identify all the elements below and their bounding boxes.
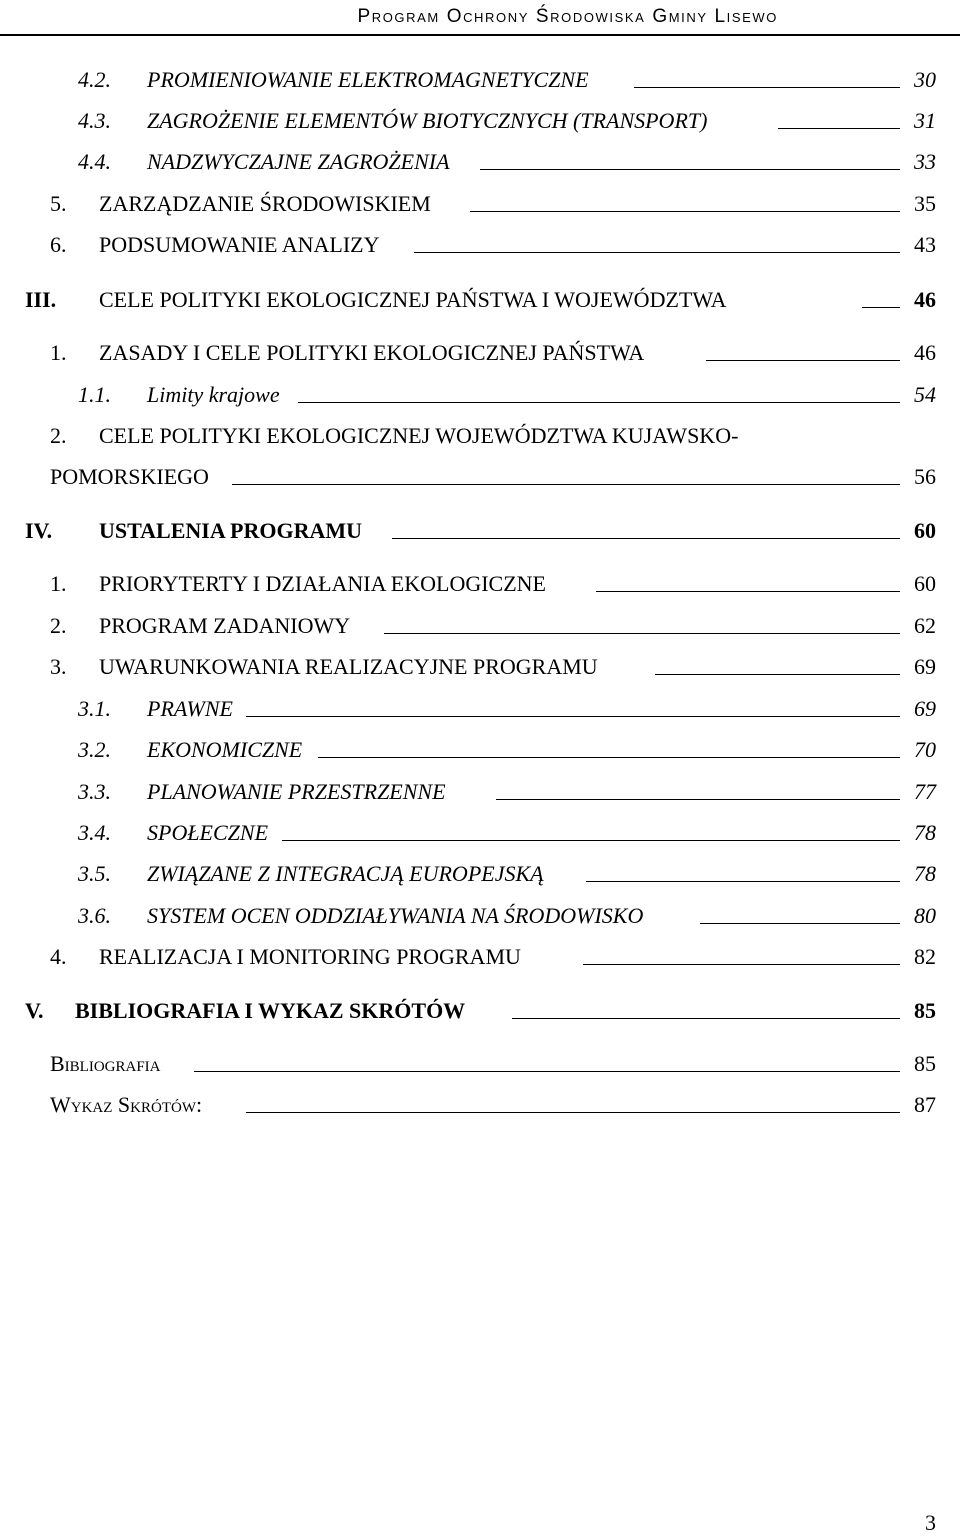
toc-entry[interactable] — [0, 818, 960, 848]
toc-entry-number: 3.5. — [78, 861, 111, 886]
page-number: 3 — [925, 1510, 936, 1535]
toc-leader — [512, 1018, 900, 1019]
toc-entry[interactable] — [0, 189, 960, 219]
toc-entry-label: Bibliografia — [50, 1051, 161, 1076]
toc-entry-page: 85 — [914, 998, 936, 1023]
toc-leader — [496, 799, 900, 800]
toc-entry-label: NADZWYCZAJNE ZAGROŻENIA — [147, 149, 450, 174]
toc-entry[interactable] — [0, 285, 960, 315]
toc-leader — [282, 840, 900, 841]
toc-entry[interactable] — [0, 1090, 960, 1120]
toc-entry-label: POMORSKIEGO — [50, 464, 209, 489]
toc-entry[interactable] — [0, 147, 960, 177]
toc-entry-label: SPOŁECZNE — [147, 820, 269, 845]
toc-leader — [392, 538, 900, 539]
toc-entry[interactable] — [0, 569, 960, 599]
header-rule — [0, 34, 960, 36]
toc-entry-label: ZAGROŻENIE ELEMENTÓW BIOTYCZNYCH (TRANSPORT) — [147, 108, 708, 133]
toc-leader — [634, 87, 900, 88]
toc-entry-label: Limity krajowe — [147, 382, 280, 407]
toc-leader — [298, 402, 900, 403]
toc-entry-number: 4.2. — [78, 67, 111, 92]
toc-entry-page: 46 — [914, 287, 936, 312]
toc-entry-label: PRAWNE — [147, 696, 233, 721]
toc-entry-page: 46 — [914, 340, 936, 365]
toc-entry-page: 54 — [914, 382, 936, 407]
toc-entry[interactable] — [0, 462, 960, 492]
toc-entry-page: 69 — [914, 696, 936, 721]
toc-leader — [655, 674, 900, 675]
toc-entry-number: 3.4. — [78, 820, 111, 845]
toc-entry[interactable] — [0, 380, 960, 410]
toc-entry[interactable] — [0, 652, 960, 682]
toc-entry-label: UWARUNKOWANIA REALIZACYJNE PROGRAMU — [99, 654, 598, 679]
toc-entry[interactable] — [0, 777, 960, 807]
toc-entry-label: CELE POLITYKI EKOLOGICZNEJ PAŃSTWA I WOJEWÓDZTWA — [99, 287, 727, 312]
toc-entry-number: 6. — [50, 232, 67, 257]
toc-entry-page: 31 — [914, 108, 936, 133]
toc-entry[interactable] — [0, 735, 960, 765]
toc-entry-page: 78 — [914, 820, 936, 845]
toc-entry-number: 1. — [50, 340, 67, 365]
toc-entry-page: 35 — [914, 191, 936, 216]
page-header — [0, 0, 960, 36]
toc-leader — [480, 169, 900, 170]
toc-entry-number: 4. — [50, 944, 67, 969]
toc-entry-label: SYSTEM OCEN ODDZIAŁYWANIA NA ŚRODOWISKO — [147, 903, 644, 928]
toc-entry-number: 4.4. — [78, 149, 111, 174]
toc-leader — [706, 360, 900, 361]
toc-entry[interactable] — [0, 1049, 960, 1079]
toc-entry-label: CELE POLITYKI EKOLOGICZNEJ WOJEWÓDZTWA KUJAWSKO- — [99, 423, 739, 448]
toc-entry-page: 78 — [914, 861, 936, 886]
toc-entry[interactable] — [0, 901, 960, 931]
toc-leader — [232, 484, 900, 485]
toc-entry-label: PRIORYTERTY I DZIAŁANIA EKOLOGICZNE — [99, 571, 546, 596]
toc-entry-number: 1. — [50, 571, 67, 596]
toc-entry-label: PROMIENIOWANIE ELEKTROMAGNETYCZNE — [147, 67, 589, 92]
toc-entry[interactable] — [0, 421, 960, 451]
toc-entry-page: 60 — [914, 571, 936, 596]
toc-entry-number: IV. — [25, 518, 53, 543]
toc-entry-number: V. — [25, 998, 44, 1023]
toc-entry-number: III. — [25, 287, 57, 312]
toc-entry[interactable] — [0, 611, 960, 641]
toc-entry-page: 30 — [914, 67, 936, 92]
toc-entry-number: 1.1. — [78, 382, 111, 407]
toc-entry-label: USTALENIA PROGRAMU — [99, 518, 363, 543]
toc-entry-page: 77 — [914, 779, 936, 804]
toc-entry[interactable] — [0, 516, 960, 546]
toc-entry-label: REALIZACJA I MONITORING PROGRAMU — [99, 944, 521, 969]
toc-leader — [318, 757, 900, 758]
toc-entry-number: 4.3. — [78, 108, 111, 133]
toc-entry-label: Wykaz Skrótów: — [50, 1092, 203, 1117]
toc-entry[interactable] — [0, 65, 960, 95]
toc-entry[interactable] — [0, 106, 960, 136]
toc-entry-page: 87 — [914, 1092, 936, 1117]
toc-entry-label: ZARZĄDZANIE ŚRODOWISKIEM — [99, 191, 431, 216]
toc-entry-label: PROGRAM ZADANIOWY — [99, 613, 351, 638]
toc-entry[interactable] — [0, 942, 960, 972]
header-title: Program Ochrony Środowiska Gminy Lisewo — [357, 6, 778, 27]
toc-leader — [470, 211, 900, 212]
toc-leader — [778, 128, 900, 129]
toc-leader — [583, 964, 900, 965]
toc-entry-page: 70 — [914, 737, 936, 762]
toc-leader — [194, 1071, 900, 1072]
toc-entry-number: 2. — [50, 613, 67, 638]
toc-entry-page: 69 — [914, 654, 936, 679]
toc-entry-number: 2. — [50, 423, 67, 448]
toc-entry-number: 3.1. — [78, 696, 111, 721]
toc-entry-label: ZASADY I CELE POLITYKI EKOLOGICZNEJ PAŃSTWA — [99, 340, 645, 365]
toc-entry-label: ZWIĄZANE Z INTEGRACJĄ EUROPEJSKĄ — [147, 861, 544, 886]
toc-leader — [246, 716, 900, 717]
toc-entry[interactable] — [0, 859, 960, 889]
toc-entry-page: 33 — [914, 149, 936, 174]
toc-entry[interactable] — [0, 694, 960, 724]
toc-leader — [862, 307, 900, 308]
toc-entry-number: 3.3. — [78, 779, 111, 804]
toc-entry-page: 43 — [914, 232, 936, 257]
toc-leader — [700, 923, 900, 924]
toc-entry-number: 3. — [50, 654, 67, 679]
toc-leader — [596, 591, 900, 592]
toc-entry-label: PODSUMOWANIE ANALIZY — [99, 232, 380, 257]
toc-entry-number: 5. — [50, 191, 67, 216]
toc-entry-label: PLANOWANIE PRZESTRZENNE — [147, 779, 446, 804]
toc-entry-page: 56 — [914, 464, 936, 489]
toc-leader — [586, 881, 900, 882]
toc-entry-page: 85 — [914, 1051, 936, 1076]
toc-leader — [384, 633, 900, 634]
toc-entry-page: 82 — [914, 944, 936, 969]
toc-leader — [246, 1112, 900, 1113]
toc-entry-page: 62 — [914, 613, 936, 638]
toc-entry-label: BIBLIOGRAFIA I WYKAZ SKRÓTÓW — [75, 998, 466, 1023]
toc-leader — [414, 252, 900, 253]
toc-entry[interactable] — [0, 230, 960, 260]
toc-entry[interactable] — [0, 996, 960, 1026]
toc-entry-page: 80 — [914, 903, 936, 928]
toc-entry-number: 3.6. — [78, 903, 111, 928]
toc-entry-label: EKONOMICZNE — [147, 737, 303, 762]
toc-entry-number: 3.2. — [78, 737, 111, 762]
toc-entry-page: 60 — [914, 518, 936, 543]
toc-entry[interactable] — [0, 338, 960, 368]
